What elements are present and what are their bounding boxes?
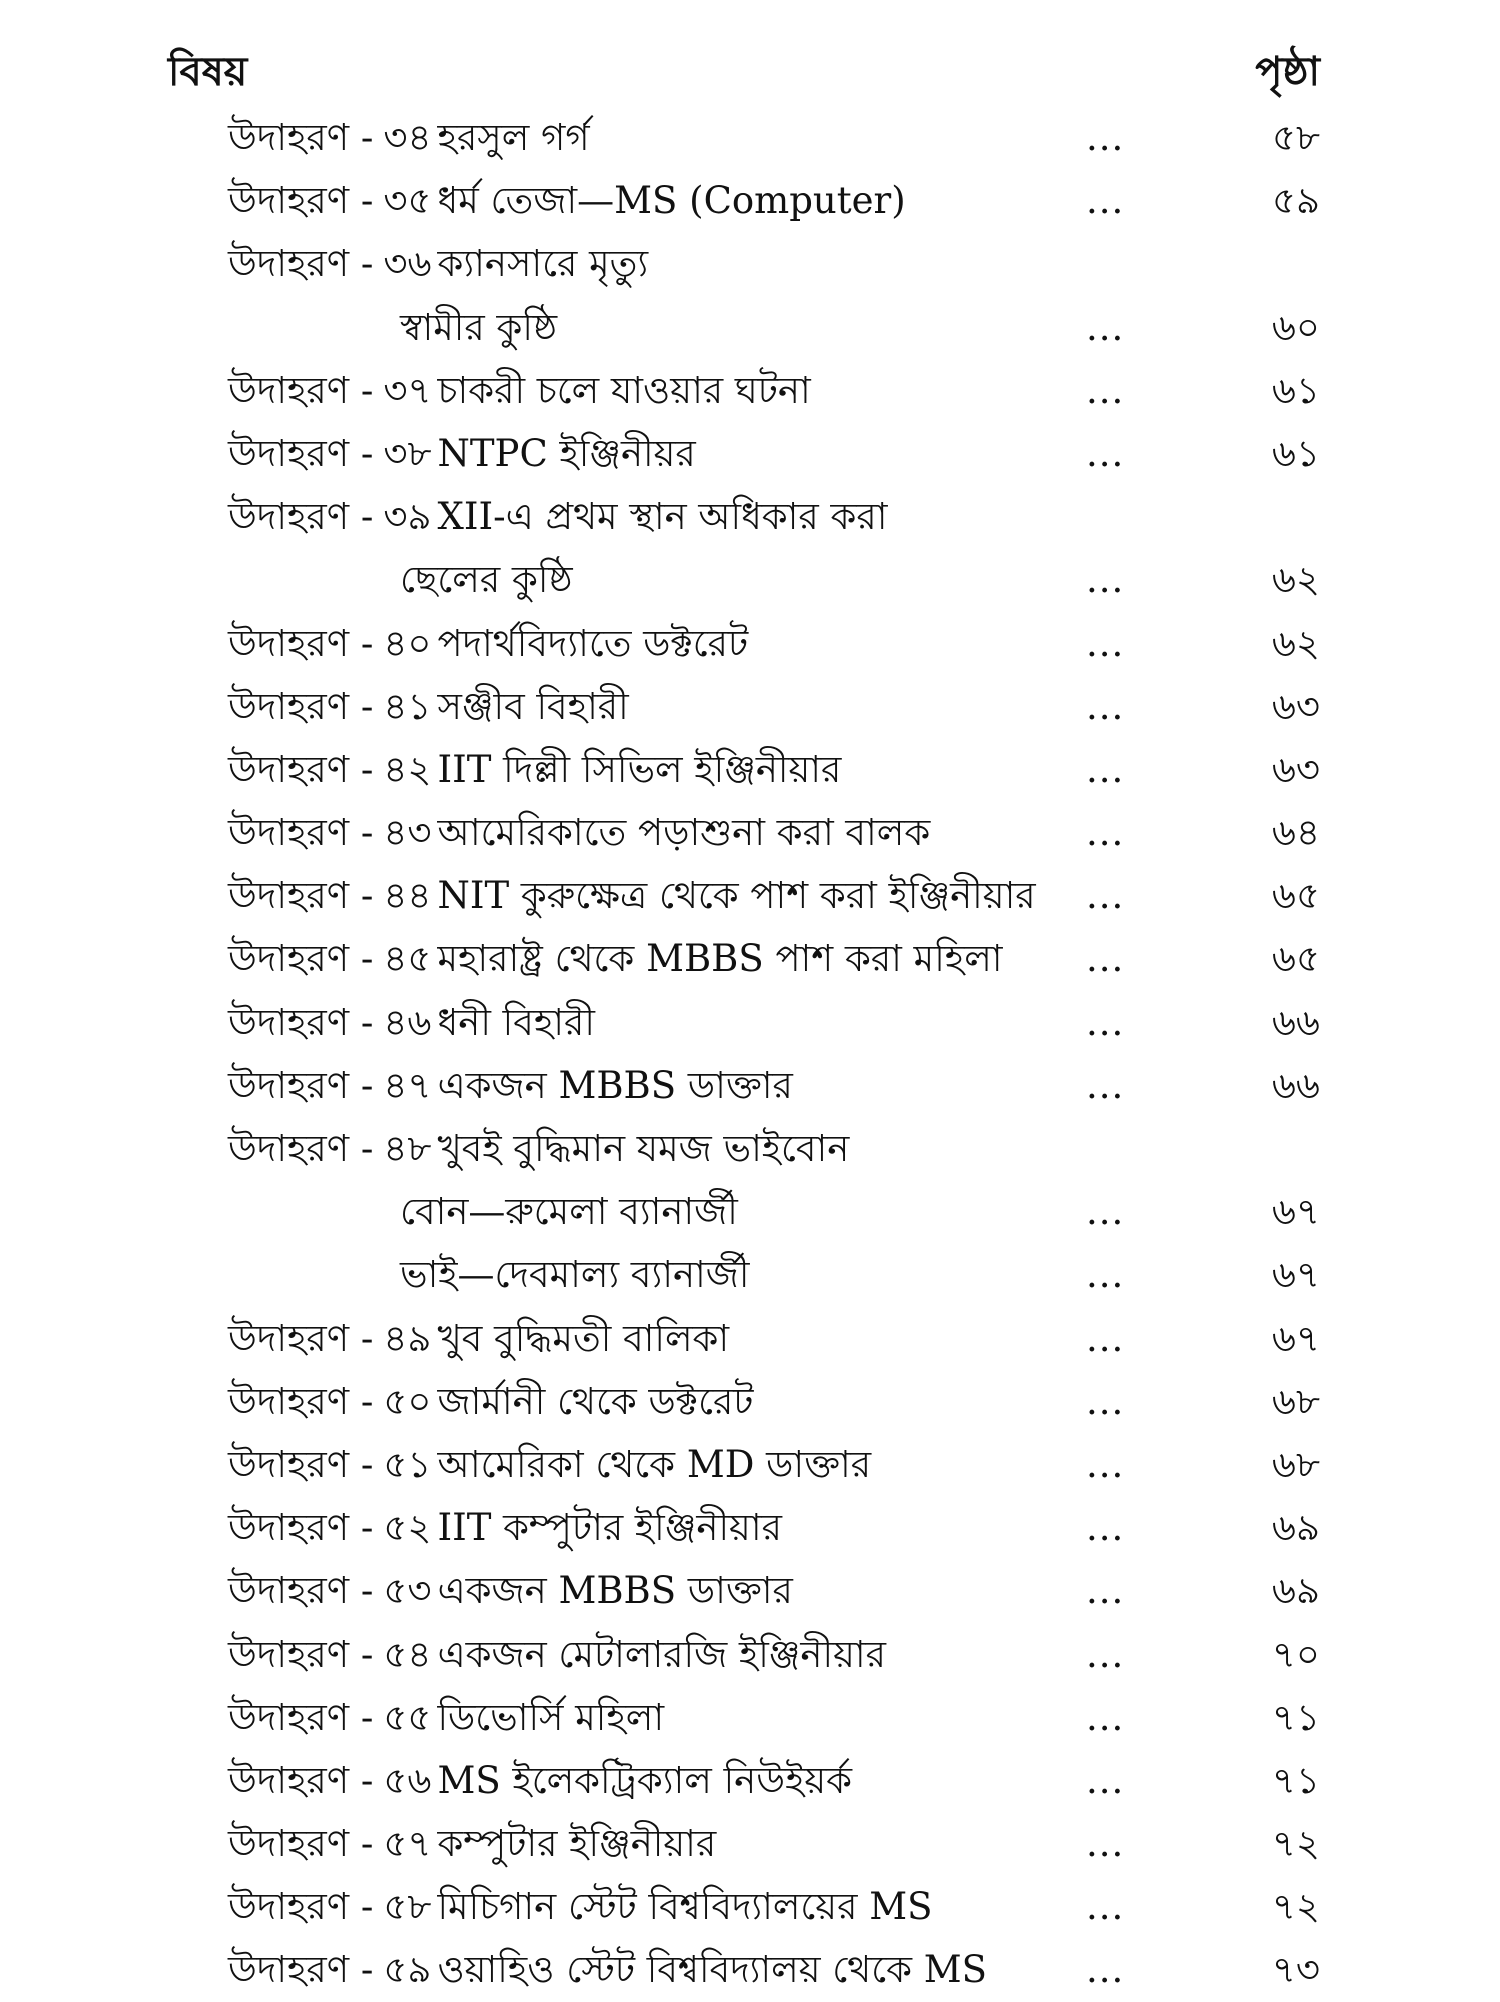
toc-entry (0, 1243, 1500, 1306)
entry-title: মহারাষ্ট্র থেকে MBBS পাশ করা মহিলা (437, 937, 1003, 981)
entry-heading (228, 1812, 716, 1875)
leader-dots: ... (1086, 1758, 1125, 1802)
entry-page-number: ৬২ (1271, 621, 1320, 665)
leader-dots: ... (1086, 1695, 1125, 1739)
entry-label: উদাহরণ - (228, 495, 374, 539)
leader-dots: ... (1086, 116, 1125, 159)
leader-dots: ... (1086, 179, 1125, 223)
toc-entry (0, 106, 1500, 169)
entry-number: ৪৭ (383, 1063, 432, 1107)
entry-title: আমেরিকা থেকে MD ডাক্তার (437, 1442, 872, 1486)
toc-entry (0, 675, 1500, 738)
entry-title: NTPC ইঞ্জিনীয়র (437, 431, 696, 475)
entry-number: ৫৫ (383, 1695, 432, 1739)
leader-dots: ... (1086, 1885, 1125, 1929)
entry-page-number: ৬৭ (1271, 1253, 1320, 1297)
entry-title: MS ইলেকট্রিক্যাল নিউইয়র্ক (437, 1758, 853, 1802)
entry-title: খুব বুদ্ধিমতী বালিকা (437, 1316, 730, 1360)
entry-heading (228, 801, 930, 864)
entry-heading (228, 106, 590, 169)
toc-entry (0, 485, 1500, 548)
entry-title: একজন MBBS ডাক্তার (437, 1063, 793, 1107)
entry-heading (228, 864, 1036, 927)
entry-label: উদাহরণ - (228, 1822, 374, 1866)
entry-heading (228, 232, 648, 295)
entry-number: ৫২ (383, 1506, 432, 1550)
entry-title: NIT কুরুক্ষেত্র থেকে পাশ করা ইঞ্জিনীয়ার (437, 874, 1036, 918)
entry-number: ৪২ (383, 747, 432, 791)
entry-title-continued: ছেলের কুষ্ঠি (400, 558, 573, 602)
leader-dots: ... (1086, 558, 1125, 602)
entry-page-number: ৬৬ (1271, 1063, 1320, 1107)
leader-dots: ... (1086, 937, 1125, 981)
toc-entry (0, 1812, 1500, 1875)
toc-entry (0, 927, 1500, 990)
entry-heading (228, 738, 841, 801)
toc-entry (0, 864, 1500, 927)
entry-heading (228, 1307, 729, 1370)
subject-heading: বিষয় (168, 48, 248, 95)
entry-number: ৫৯ (383, 1948, 432, 1992)
entry-heading (228, 169, 906, 232)
entry-number: ৩৪ (383, 116, 432, 159)
entry-heading (228, 1559, 793, 1622)
entry-label: উদাহরণ - (228, 1758, 374, 1802)
entry-title: IIT কম্পুটার ইঞ্জিনীয়ার (437, 1506, 782, 1550)
leader-dots: ... (1086, 1063, 1125, 1107)
toc-entry (0, 296, 1500, 359)
entry-label: উদাহরণ - (228, 1000, 374, 1044)
entry-number: ৩৯ (383, 495, 432, 539)
leader-dots: ... (1086, 431, 1125, 475)
entry-heading (228, 612, 748, 675)
leader-dots: ... (1086, 1253, 1125, 1297)
entry-heading (228, 422, 696, 485)
entry-page-number: ৬৪ (1271, 811, 1320, 855)
entry-title: আমেরিকাতে পড়াশুনা করা বালক (437, 811, 931, 855)
entry-page-number: ৭১ (1271, 1758, 1320, 1802)
entry-title: ধর্ম তেজা—MS (Computer) (437, 179, 906, 223)
entry-title: ওয়াহিও স্টেট বিশ্ববিদ্যালয় থেকে MS (437, 1948, 987, 1992)
entry-heading (228, 1054, 793, 1117)
entry-number: ৫১ (383, 1442, 432, 1486)
entry-heading (228, 1875, 932, 1938)
entry-page-number: ৬৭ (1271, 1316, 1320, 1360)
entry-title: সঞ্জীব বিহারী (437, 684, 629, 728)
toc-entry (0, 738, 1500, 801)
entry-number: ৫৭ (383, 1822, 432, 1866)
entry-number: ৩৭ (383, 368, 432, 412)
entry-label: উদাহরণ - (228, 1316, 374, 1360)
entry-label: উদাহরণ - (228, 937, 374, 981)
entry-page-number: ৬৯ (1271, 1506, 1320, 1550)
entry-number: ৪৪ (383, 874, 432, 918)
leader-dots: ... (1086, 1379, 1125, 1423)
entry-heading (228, 359, 811, 422)
entry-page-number: ৬১ (1271, 368, 1320, 412)
entry-page-number: ৬২ (1271, 558, 1320, 602)
entry-title: চাকরী চলে যাওয়ার ঘটনা (437, 368, 811, 412)
toc-entry (0, 1180, 1500, 1243)
entry-label: উদাহরণ - (228, 1569, 374, 1613)
leader-dots: ... (1086, 1569, 1125, 1613)
toc-entry (0, 169, 1500, 232)
entry-title-continued: ভাই—দেবমাল্য ব্যানার্জী (400, 1253, 750, 1297)
entry-label: উদাহরণ - (228, 684, 374, 728)
entry-heading (228, 927, 1003, 990)
toc-entry (0, 1433, 1500, 1496)
toc-entry (0, 1307, 1500, 1370)
entry-label: উদাহরণ - (228, 1506, 374, 1550)
entry-title: ধনী বিহারী (437, 1000, 595, 1044)
toc-entry (0, 1686, 1500, 1749)
entry-label: উদাহরণ - (228, 368, 374, 412)
entry-label: উদাহরণ - (228, 1127, 374, 1170)
entry-number: ৪৬ (383, 1000, 432, 1044)
leader-dots: ... (1086, 1000, 1125, 1044)
entry-label: উদাহরণ - (228, 179, 374, 223)
toc-entry (0, 1117, 1500, 1180)
leader-dots: ... (1086, 1442, 1125, 1486)
entry-heading (228, 1117, 849, 1180)
entry-title: ক্যানসারে মৃত্যু (437, 242, 649, 286)
entry-label: উদাহরণ - (228, 1379, 374, 1423)
entry-number: ৪৫ (383, 937, 432, 981)
entry-page-number: ৬৮ (1271, 1442, 1320, 1486)
entry-heading (228, 675, 629, 738)
entry-page-number: ৬৭ (1271, 1190, 1320, 1234)
entry-number: ৩৮ (383, 431, 432, 475)
entry-title: মিচিগান স্টেট বিশ্ববিদ্যালয়ের MS (437, 1885, 933, 1929)
toc-entry (0, 991, 1500, 1054)
toc-entry (0, 1875, 1500, 1938)
leader-dots: ... (1086, 1632, 1125, 1676)
leader-dots: ... (1086, 1948, 1125, 1992)
entry-page-number: ৭২ (1271, 1822, 1320, 1866)
entry-title: হরসুল গর্গ (437, 116, 590, 159)
leader-dots: ... (1086, 747, 1125, 791)
entry-page-number: ৬৩ (1271, 747, 1320, 791)
entry-page-number: ৬৬ (1271, 1000, 1320, 1044)
toc-entry (0, 422, 1500, 485)
entry-label: উদাহরণ - (228, 1442, 374, 1486)
leader-dots: ... (1086, 621, 1125, 665)
entry-page-number: ৬৩ (1271, 684, 1320, 728)
entry-heading (228, 1370, 753, 1433)
toc-entry (0, 232, 1500, 295)
toc-entry (0, 801, 1500, 864)
entry-label: উদাহরণ - (228, 1063, 374, 1107)
entry-title: জার্মানী থেকে ডক্টরেট (437, 1379, 754, 1423)
entry-heading (228, 1496, 782, 1559)
entry-label: উদাহরণ - (228, 747, 374, 791)
entry-label: উদাহরণ - (228, 811, 374, 855)
entry-label: উদাহরণ - (228, 242, 374, 286)
entry-number: ৪০ (383, 621, 432, 665)
entry-number: ৫০ (383, 1379, 432, 1423)
entry-number: ৫৪ (383, 1632, 432, 1676)
entry-title: XII-এ প্রথম স্থান অধিকার করা (437, 495, 888, 539)
entry-title-continued: স্বামীর কুষ্ঠি (400, 305, 558, 349)
toc-entry (0, 1938, 1500, 2001)
entry-title: একজন MBBS ডাক্তার (437, 1569, 793, 1613)
entry-number: ৩৫ (383, 179, 432, 223)
entry-label: উদাহরণ - (228, 874, 374, 918)
entry-title: কম্পুটার ইঞ্জিনীয়ার (437, 1822, 717, 1866)
toc-entry (0, 1054, 1500, 1117)
entry-page-number: ৬৫ (1271, 874, 1320, 918)
leader-dots: ... (1086, 368, 1125, 412)
leader-dots: ... (1086, 684, 1125, 728)
entry-number: ৪৮ (383, 1127, 432, 1170)
entry-page-number: ৭০ (1271, 1632, 1320, 1676)
entry-heading (228, 485, 888, 548)
leader-dots: ... (1086, 305, 1125, 349)
entry-page-number: ৬১ (1271, 431, 1320, 475)
entry-page-number: ৭৩ (1271, 1948, 1320, 1992)
entry-page-number: ৬৯ (1271, 1569, 1320, 1613)
toc-entry (0, 1370, 1500, 1433)
toc-entry (0, 1559, 1500, 1622)
entry-heading (228, 1433, 871, 1496)
entry-heading (228, 1623, 886, 1686)
entry-label: উদাহরণ - (228, 1948, 374, 1992)
entry-number: ৩৬ (383, 242, 432, 286)
leader-dots: ... (1086, 811, 1125, 855)
entry-label: উদাহরণ - (228, 116, 374, 159)
leader-dots: ... (1086, 1506, 1125, 1550)
entry-number: ৫৮ (383, 1885, 432, 1929)
entry-heading (228, 1749, 852, 1812)
entry-label: উদাহরণ - (228, 431, 374, 475)
entry-label: উদাহরণ - (228, 1885, 374, 1929)
entry-page-number: ৬৫ (1271, 937, 1320, 981)
entry-title: ডিভোর্সি মহিলা (437, 1695, 665, 1739)
entry-page-number: ৫৯ (1271, 179, 1320, 223)
entry-page-number: ৭১ (1271, 1695, 1320, 1739)
toc-entry (0, 548, 1500, 611)
entry-title-continued: বোন—রুমেলা ব্যানার্জী (400, 1190, 738, 1234)
toc-entry (0, 1623, 1500, 1686)
toc-list (0, 106, 1500, 2002)
entry-number: ৫৬ (383, 1758, 432, 1802)
entry-page-number: ৬০ (1271, 305, 1320, 349)
page-heading: পৃষ্ঠা (1255, 48, 1320, 95)
toc-entry (0, 359, 1500, 422)
leader-dots: ... (1086, 1190, 1125, 1234)
entry-number: ৪৩ (383, 811, 432, 855)
entry-title: IIT দিল্লী সিভিল ইঞ্জিনীয়ার (437, 747, 842, 791)
toc-entry (0, 612, 1500, 675)
entry-heading (228, 1686, 664, 1749)
entry-title: খুবই বুদ্ধিমান যমজ ভাইবোন (437, 1127, 850, 1170)
leader-dots: ... (1086, 1822, 1125, 1866)
entry-title: একজন মেটালারজি ইঞ্জিনীয়ার (437, 1632, 886, 1676)
entry-label: উদাহরণ - (228, 621, 374, 665)
entry-heading (228, 1938, 987, 2001)
entry-number: ৪৯ (383, 1316, 432, 1360)
entry-label: উদাহরণ - (228, 1695, 374, 1739)
entry-number: ৫৩ (383, 1569, 432, 1613)
toc-entry (0, 1496, 1500, 1559)
entry-page-number: ৭২ (1271, 1885, 1320, 1929)
leader-dots: ... (1086, 874, 1125, 918)
toc-entry (0, 1749, 1500, 1812)
entry-label: উদাহরণ - (228, 1632, 374, 1676)
entry-number: ৪১ (383, 684, 432, 728)
entry-page-number: ৫৮ (1271, 116, 1320, 159)
entry-title: পদার্থবিদ্যাতে ডক্টরেট (437, 621, 749, 665)
leader-dots: ... (1086, 1316, 1125, 1360)
entry-page-number: ৬৮ (1271, 1379, 1320, 1423)
entry-heading (228, 991, 595, 1054)
